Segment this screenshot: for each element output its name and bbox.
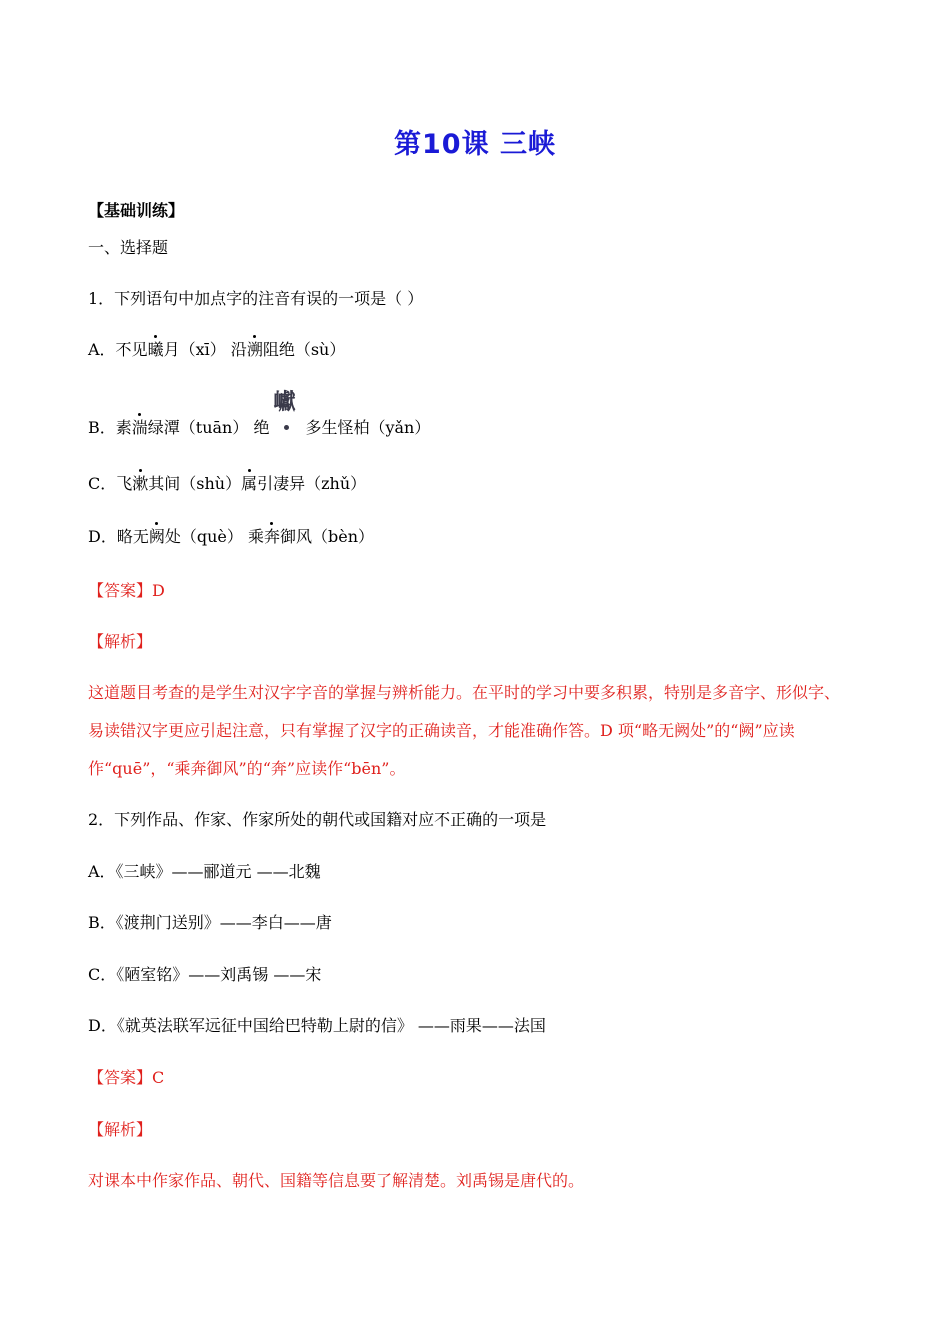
part-heading: 一、选择题 — [88, 238, 169, 257]
question-1-option-d — [88, 527, 374, 547]
question-2-answer: 【答案】C — [88, 1068, 165, 1087]
dotted-char: 漱 — [132, 474, 149, 493]
option-text: B．素 — [88, 418, 132, 437]
question-2-analysis-line-1: 对课本中作家作品、朝代、国籍等信息要了解清楚。刘禹锡是唐代的。 — [88, 1171, 585, 1190]
option-text: 多生怪柏（yǎn） — [305, 418, 431, 437]
option-text: A．不见 — [88, 340, 148, 359]
question-1-option-b — [88, 390, 431, 438]
page-title: 第10课 三峡 — [394, 129, 556, 160]
question-1-stem: 1．下列语句中加点字的注音有误的一项是（ ） — [88, 289, 424, 308]
dotted-char: 湍 — [131, 418, 148, 437]
question-2-option-d: D．《就英法联军远征中国给巴特勒上尉的信》 ——雨果——法国 — [88, 1016, 546, 1035]
option-text: 月（xī） 沿 — [163, 340, 247, 359]
dotted-char: 奔 — [263, 527, 280, 546]
option-text: 御风（bèn） — [279, 527, 375, 546]
option-text: 绿潭（tuān） 绝 — [147, 418, 270, 437]
option-text: C．飞 — [88, 474, 133, 493]
option-text: D．略无 — [88, 527, 149, 546]
dotted-char: 属 — [241, 474, 258, 493]
question-2-option-c: C．《陋室铭》——刘禹锡 ——宋 — [88, 965, 322, 984]
section-heading: 【基础训练】 — [88, 201, 185, 220]
question-2-stem: 2．下列作品、作家、作家所处的朝代或国籍对应不正确的一项是 — [88, 810, 547, 829]
dotted-char: 阙 — [148, 527, 165, 546]
glyph-image: 巘 — [271, 407, 303, 437]
question-2-option-a: A．《三峡》——郦道元 ——北魏 — [88, 862, 321, 881]
question-1-analysis-label: 【解析】 — [88, 632, 153, 651]
option-text: 其间（shù） — [148, 474, 242, 493]
dotted-char: 溯 — [246, 340, 263, 359]
option-text: 阻绝（sù） — [262, 340, 346, 359]
option-text: 引凄异（zhǔ） — [257, 474, 367, 493]
question-1-analysis-line-2: 易读错汉字更应引起注意，只有掌握了汉字的正确读音，才能准确作答。D 项“略无阙处”的“阙”应读 — [88, 721, 795, 740]
question-1-option-a — [88, 340, 345, 360]
question-1-answer: 【答案】D — [88, 581, 165, 600]
question-1-analysis-line-1: 这道题目考查的是学生对汉字字音的掌握与辨析能力。在平时的学习中要多积累，特别是多音字、形似字、 — [88, 683, 841, 702]
option-text: 处（què） 乘 — [164, 527, 264, 546]
question-1-option-c — [88, 474, 366, 494]
dotted-char: 曦 — [147, 340, 164, 359]
question-2-option-b: B．《渡荆门送别》——李白——唐 — [88, 913, 332, 932]
question-2-analysis-label: 【解析】 — [88, 1120, 153, 1139]
question-1-analysis-line-3: 作“quē”，“乘奔御风”的“奔”应读作“bēn”。 — [88, 759, 406, 778]
